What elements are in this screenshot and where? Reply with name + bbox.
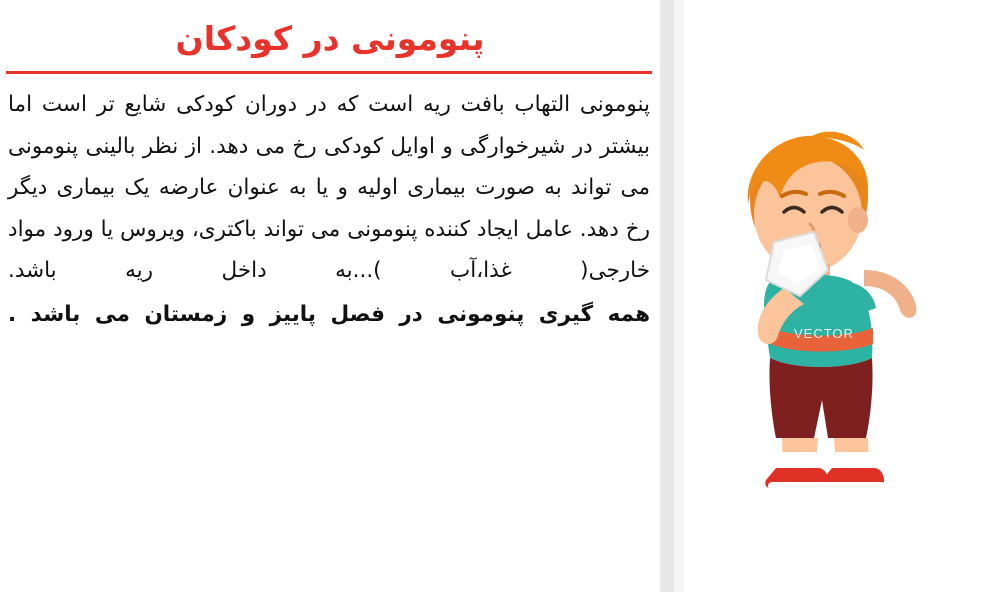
page-title: پنومونی در کودکان	[175, 19, 485, 58]
panel-divider-outer	[660, 0, 674, 592]
watermark-text: VECTOR	[794, 326, 854, 341]
panel-divider-inner	[674, 0, 684, 592]
paragraph-1: پنومونی التهاب بافت ریه است که در دوران کودکی شایع تر است اما بیشتر در شیرخوارگی و اوایل کودکی رخ می دهد. از نظر بالینی پنومونی می تواند به صورت بیماری اولیه و یا به عنوان عارضه یک بیماری دیگر رخ دهد. عامل ایجاد کننده پنومونی می تواند باکتری، ویروس یا ورود مواد خارجی( غذا،آب )...به داخل ریه باشد.	[8, 92, 650, 284]
body-text	[0, 74, 660, 335]
visual-panel	[660, 0, 1000, 592]
paragraph-2: همه گیری پنومونی در فصل پاییز و زمستان می باشد .	[8, 301, 650, 327]
coughing-boy-illustration	[688, 120, 964, 500]
